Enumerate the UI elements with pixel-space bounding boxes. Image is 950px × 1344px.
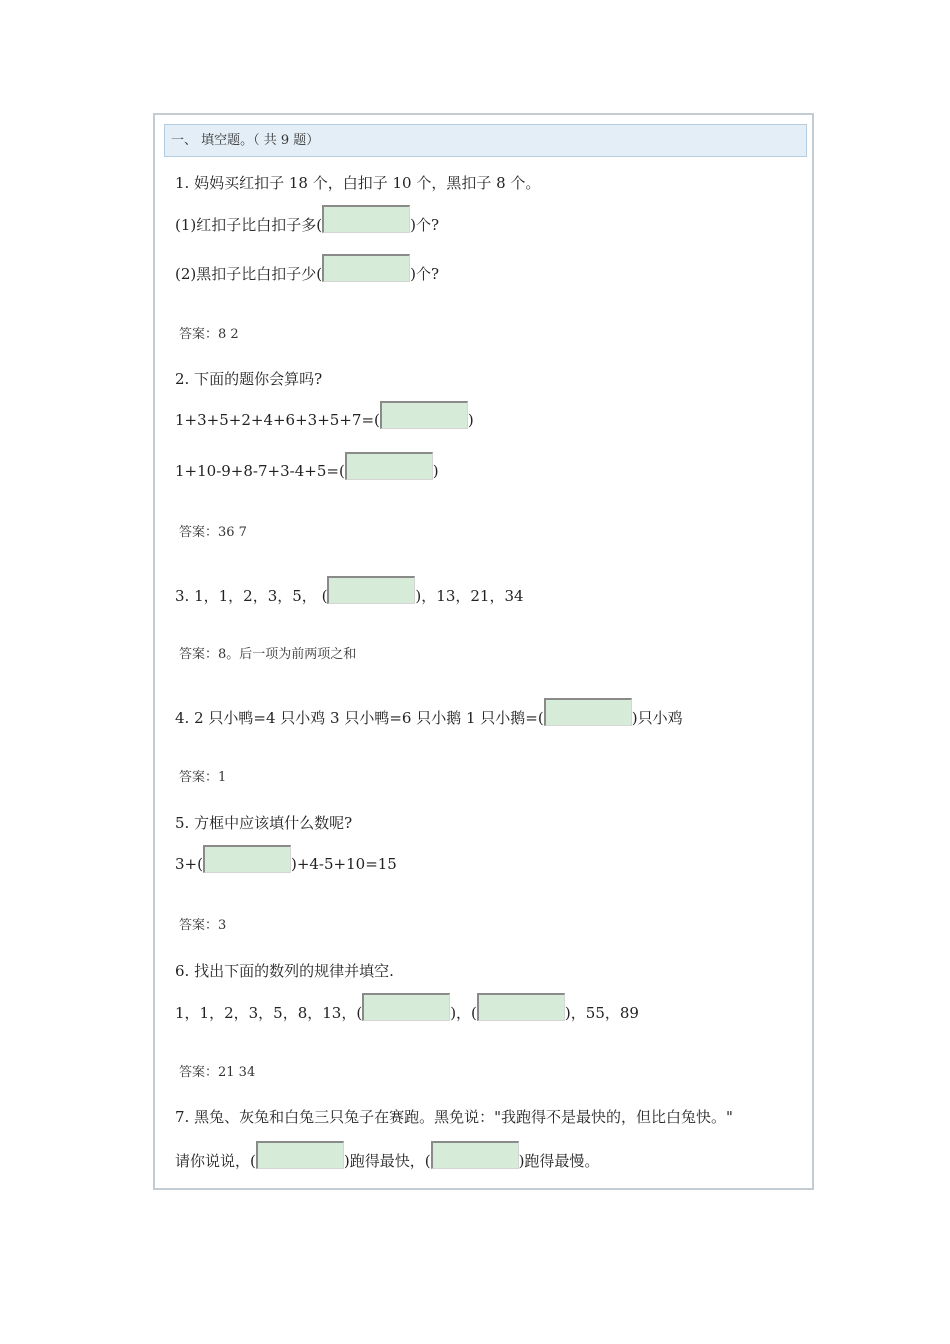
question-5-line	[175, 849, 397, 879]
question-7-stem: 7. 黑兔、灰兔和白兔三只兔子在赛跑。黑免说："我跑得不是最快的，但比白兔快。"	[175, 1107, 733, 1126]
q5-answer-input[interactable]	[203, 845, 291, 873]
question-2-part-1	[175, 405, 474, 435]
q7-text-after: )跑得最慢。	[518, 1151, 600, 1170]
question-2-stem: 2. 下面的题你会算吗?	[175, 369, 323, 388]
q2p2-text-after: )	[432, 462, 439, 480]
question-6-answer: 答案：21 34	[179, 1065, 256, 1080]
q1p1-text-after: )个?	[410, 215, 440, 234]
q7-text-middle: )跑得最快，(	[343, 1151, 431, 1170]
question-3-answer: 答案：8。后一项为前两项之和	[179, 647, 357, 662]
q6-text-middle: )，(	[450, 1003, 477, 1022]
q4-text-after: )只小鸡	[631, 708, 683, 727]
q4-answer-input[interactable]	[544, 698, 632, 726]
q2p1-text-after: )	[467, 411, 474, 429]
q3-text-after: )，13，21，34	[415, 586, 524, 605]
q2p1-text-before: 1+3+5+2+4+6+3+5+7=(	[175, 411, 380, 429]
question-1-part-2	[175, 258, 439, 288]
section-header: 一、 填空题。（ 共 9 题）	[164, 124, 807, 157]
question-1-answer: 答案：8 2	[179, 327, 239, 342]
q1p2-text-after: )个?	[410, 264, 440, 283]
q2p2-text-before: 1+10-9+8-7+3-4+5=(	[175, 462, 345, 480]
question-5-answer: 答案：3	[179, 918, 227, 933]
question-5-stem: 5. 方框中应该填什么数呢?	[175, 813, 353, 832]
question-6-line	[175, 997, 639, 1027]
q3-answer-input[interactable]	[327, 576, 415, 604]
question-2-part-2	[175, 456, 439, 486]
question-4-line	[175, 702, 683, 732]
quiz-panel	[153, 113, 814, 1190]
question-2-answer: 答案：36 7	[179, 525, 247, 540]
q1p2-answer-input[interactable]	[322, 254, 410, 282]
q5-text-before: 3+(	[175, 855, 203, 873]
q1p1-text-before: (1)红扣子比白扣子多(	[175, 215, 323, 234]
q7-answer-input-2[interactable]	[431, 1141, 519, 1169]
q2p2-answer-input[interactable]	[345, 452, 433, 480]
q4-text-before: 4. 2 只小鸭=4 只小鸡 3 只小鸭=6 只小鹅 1 只小鹅=(	[175, 708, 544, 727]
q6-text-before: 1，1，2，3，5，8，13，(	[175, 1003, 363, 1022]
q1p1-answer-input[interactable]	[322, 205, 410, 233]
q6-answer-input-2[interactable]	[477, 993, 565, 1021]
question-7-line	[175, 1145, 599, 1175]
q5-text-after: )+4-5+10=15	[290, 855, 397, 873]
q6-answer-input-1[interactable]	[362, 993, 450, 1021]
q7-answer-input-1[interactable]	[256, 1141, 344, 1169]
q6-text-after: )，55，89	[564, 1003, 639, 1022]
question-6-stem: 6. 找出下面的数列的规律并填空.	[175, 961, 394, 980]
question-4-answer: 答案：1	[179, 770, 227, 785]
question-1-part-1	[175, 209, 439, 239]
q3-text-before: 3. 1，1，2，3，5， (	[175, 586, 328, 605]
q7-text-before: 请你说说，(	[175, 1151, 256, 1170]
question-1-stem: 1. 妈妈买红扣子 18 个，白扣子 10 个，黑扣子 8 个。	[175, 173, 541, 192]
q1p2-text-before: (2)黑扣子比白扣子少(	[175, 264, 323, 283]
question-3-line	[175, 580, 524, 610]
q2p1-answer-input[interactable]	[380, 401, 468, 429]
